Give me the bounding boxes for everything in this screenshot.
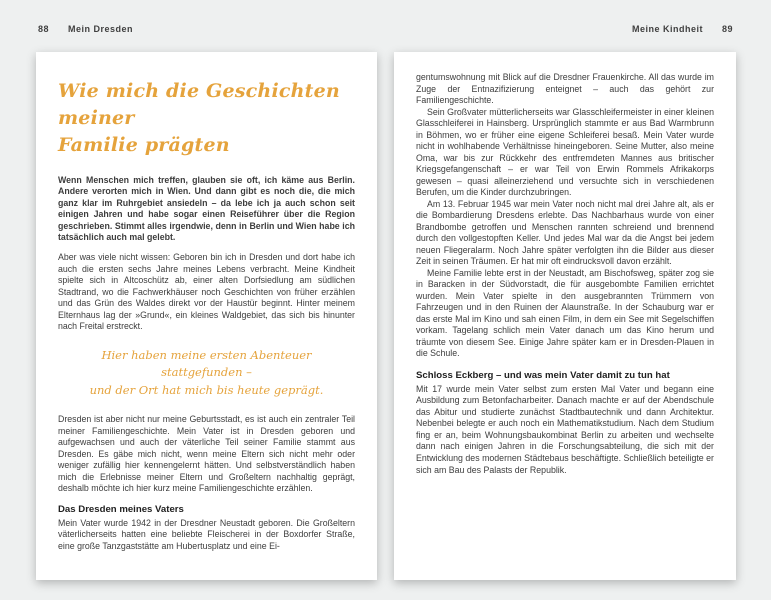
section-heading-schloss-eckberg: Schloss Eckberg – und was mein Vater damit zu tun hat: [416, 369, 670, 381]
left-page: [36, 52, 377, 580]
paragraph-father-born: Mein Vater wurde 1942 in der Dresdner Neustadt geboren. Die Großeltern väterlicherseits hatten eine beliebte Fleischerei in der Boxdorfer Straße, eine große Tanzgaststätte am Hubertusplatz und eine Ei-: [58, 517, 355, 551]
paragraph-childhood: Aber was viele nicht wissen: Geboren bin ich in Dresden und dort habe ich auch die ersten sechs Jahre meines Lebens verbracht. Meine Kindheit spielte sich in Altcoschütz ab, einer alten Dorfsiedlung am südlichen Stadtrand, wo die Fachwerkhäuser noch Geschichten von früher erzählen und das Grün des Waldes direkt vor der Haustür beginnt. Hinter meinem Elternhaus lag der »Grund«, ein kleines Waldgebiet, das sich bis hinunter nach Freital erstreckt.: [58, 252, 355, 332]
paragraph-family-history: Dresden ist aber nicht nur meine Geburtsstadt, es ist auch ein zentraler Teil meiner Familiengeschichte. Mein Vater ist in Dresden geboren und aufgewachsen und auch der väterliche Teil seiner Familie stammt aus Dresden. Es gäbe mich nicht, wenn meine Eltern sich nicht mehr oder weniger zufällig hier kennengelernt hätten. Und selbstverständlich haben mich die Erlebnisse meiner Eltern und Großeltern nachhaltig geprägt, deshalb möchte ich hier kurz meine Familiengeschichte erzählen.: [58, 414, 355, 494]
pull-quote-line-1: Hier haben meine ersten Abenteuer stattgefunden –: [101, 347, 312, 380]
running-head-right: [632, 24, 733, 34]
chapter-title: [58, 78, 355, 159]
section-heading-fathers-dresden: Das Dresden meines Vaters: [58, 503, 184, 515]
paragraph-bombing: Am 13. Februar 1945 war mein Vater noch nicht mal drei Jahre alt, als er die Bombardierung Dresdens erlebte. Das Nachbarhaus wurde von einer Brandbombe getroffen und Menschen rannten schreiend und brennend durch den vollgestopften Keller. Und jedes Mal war da die Angst bei jedem neuen Fliegeralarm. Noch Jahre später verfolgten ihn die Bilder aus dieser Zeit in seinen Träumen. Er hat mir oft eindrucksvoll davon erzählt.: [416, 198, 714, 267]
paragraph-grandfather: Sein Großvater mütterlicherseits war Glasschleifermeister in einer kleinen Glasschleiferei in Hainsberg. Ursprünglich stammte er aus Bad Warmbrunn in Böhmen, wo er früher eine eigene Schleiferei besaß. Mein Vater wurde nicht in wohlhabende Verhältnisse hineingeboren. Seine Mutter, also meine Oma, war bis zur Rückkehr des entfremdeten Mannes aus britischer Kriegsgefangenschaft – er war Teil von Erwin Rommels Afrikakorps gewesen – quasi alleinerziehend und versuchte sich in verschiedenen Berufen, um die Kinder durchzubringen.: [416, 106, 714, 198]
paragraph-continuation: gentumswohnung mit Blick auf die Dresdner Frauenkirche. All das wurde im Zuge der Entnazifizierung enteignet – auch das gehört zur Familiengeschichte.: [416, 72, 714, 106]
chapter-title-line-2: Familie prägten: [58, 133, 230, 156]
chapter-title-line-1: Wie mich die Geschichten meiner: [58, 80, 340, 129]
running-title-left: Mein Dresden: [68, 24, 134, 34]
paragraph-father-career: Mit 17 wurde mein Vater selbst zum ersten Mal Vater und begann eine Ausbildung zum Betonfacharbeiter. Danach machte er auf der Abendschule das Abitur und studierte zunächst Stadtbautechnik und dann Architektur. Nebenbei belegte er auch noch ein Mathematikstudium. Nach dem Studium fing er an, beim Wohnungsbaukombinat Berlin zu arbeiten und wechselte dann nach einigen Jahren in die Forschungsabteilung, die sich mit der Entwicklung des modernen Städtebaus beschäftigte. Schließlich beteiligte er sich am Bau des Palasts der Republik.: [416, 383, 714, 475]
pull-quote: [60, 347, 353, 400]
page-number-right: 89: [721, 24, 733, 34]
running-head-left: [38, 24, 133, 34]
page-number-left: 88: [38, 24, 50, 34]
intro-paragraph: Wenn Menschen mich treffen, glauben sie oft, ich käme aus Berlin. Andere verorten mich in Wien. Und dann gibt es noch die, die mich ganz klar im Ruhrgebiet ansiedeln – da lebe ich ja auch schon seit einigen Jahren und habe sogar einen Reiseführer über die Region geschrieben. Stimmt alles irgendwie, denn in Berlin und Wien habe ich tatsächlich auch mal gelebt.: [58, 174, 355, 243]
right-page: [394, 52, 736, 580]
running-title-right: Meine Kindheit: [631, 24, 703, 34]
paragraph-postwar: Meine Familie lebte erst in der Neustadt, am Bischofsweg, später zog sie in Baracken in der Südvorstadt, die für ausgebombte Familien errichtet wurden. Mein Vater spielte in den ausgebrannten Trümmern von Fahrzeugen und in den Ruinen der Alaunstraße. In der Schauburg war er das erste Mal im Kino und sah einen Film, in dem ein See mit Segelschiffen vorkam. Tagelang schlich mein Vater danach um das Kino herum und träumte von diesem See. Einige Jahre später kam er in Dresden-Plauen in die Schule.: [416, 267, 714, 359]
pull-quote-line-2: und der Ort hat mich bis heute geprägt.: [89, 383, 324, 398]
